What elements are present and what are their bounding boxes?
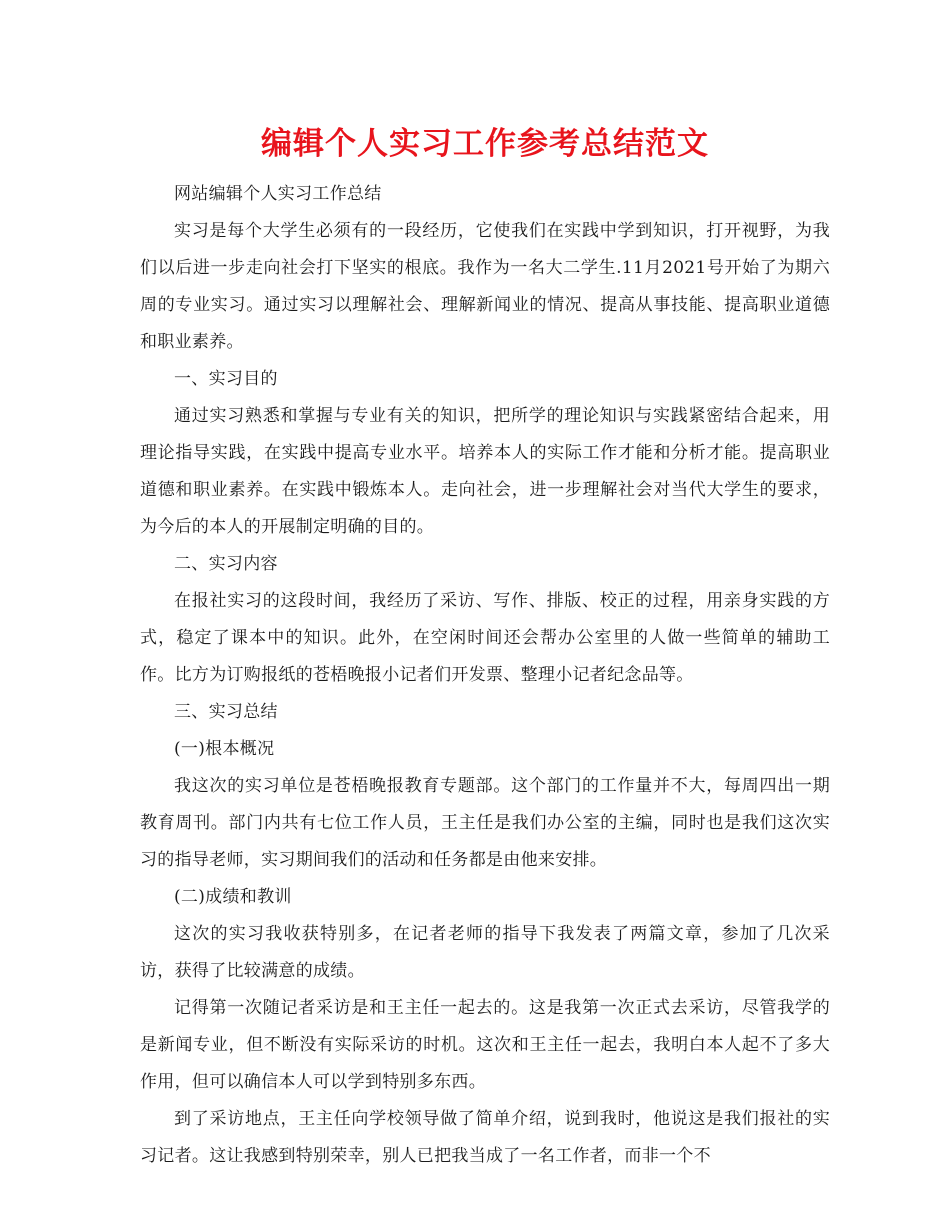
interview-site-paragraph: 到了采访地点，王主任向学校领导做了简单介绍，说到我时，他说这是我们报社的实习记者。这让我感到特别荣幸，别人已把我当成了一名工作者，而非一个不 — [140, 1109, 830, 1166]
section-heading-summary: 三、实习总结 — [174, 702, 278, 722]
document-title: 编辑个人实习工作参考总结范文 — [261, 126, 709, 162]
document-page — [140, 118, 830, 1175]
subtitle-paragraph: 网站编辑个人实习工作总结 — [174, 184, 382, 204]
subsection-heading-overview: (一)根本概况 — [174, 739, 275, 759]
section-heading-purpose: 一、实习目的 — [174, 369, 278, 389]
overview-paragraph: 我这次的实习单位是苍梧晚报教育专题部。这个部门的工作量并不大，每周四出一期教育周刊。部门内共有七位工作人员，王主任是我们办公室的主编，同时也是我们这次实习的指导老师，实习期间我们的活动和任务都是由他来安排。 — [140, 776, 830, 870]
results-paragraph: 这次的实习我收获特别多，在记者老师的指导下我发表了两篇文章，参加了几次采访，获得了比较满意的成绩。 — [140, 924, 830, 981]
intro-paragraph: 实习是每个大学生必须有的一段经历，它使我们在实践中学到知识，打开视野，为我们以后进一步走向社会打下坚实的根底。我作为一名大二学生.11月2021号开始了为期六周的专业实习。通过实习以理解社会、理解新闻业的情况、提高从事技能、提高职业道德和职业素养。 — [140, 221, 830, 352]
first-interview-paragraph: 记得第一次随记者采访是和王主任一起去的。这是我第一次正式去采访，尽管我学的是新闻专业，但不断没有实际采访的时机。这次和王主任一起去，我明白本人起不了多大作用，但可以确信本人可以学到特别多东西。 — [140, 998, 830, 1092]
content-paragraph: 在报社实习的这段时间，我经历了采访、写作、排版、校正的过程，用亲身实践的方式，稳定了课本中的知识。此外，在空闲时间还会帮办公室里的人做一些简单的辅助工作。比方为订购报纸的苍梧晚报小记者们开发票、整理小记者纪念品等。 — [140, 591, 830, 685]
purpose-paragraph: 通过实习熟悉和掌握与专业有关的知识，把所学的理论知识与实践紧密结合起来，用理论指导实践，在实践中提高专业水平。培养本人的实际工作才能和分析才能。提高职业道德和职业素养。在实践中锻炼本人。走向社会，进一步理解社会对当代大学生的要求，为今后的本人的开展制定明确的目的。 — [140, 406, 830, 537]
subsection-heading-results: (二)成绩和教训 — [174, 887, 292, 907]
section-heading-content: 二、实习内容 — [174, 554, 278, 574]
